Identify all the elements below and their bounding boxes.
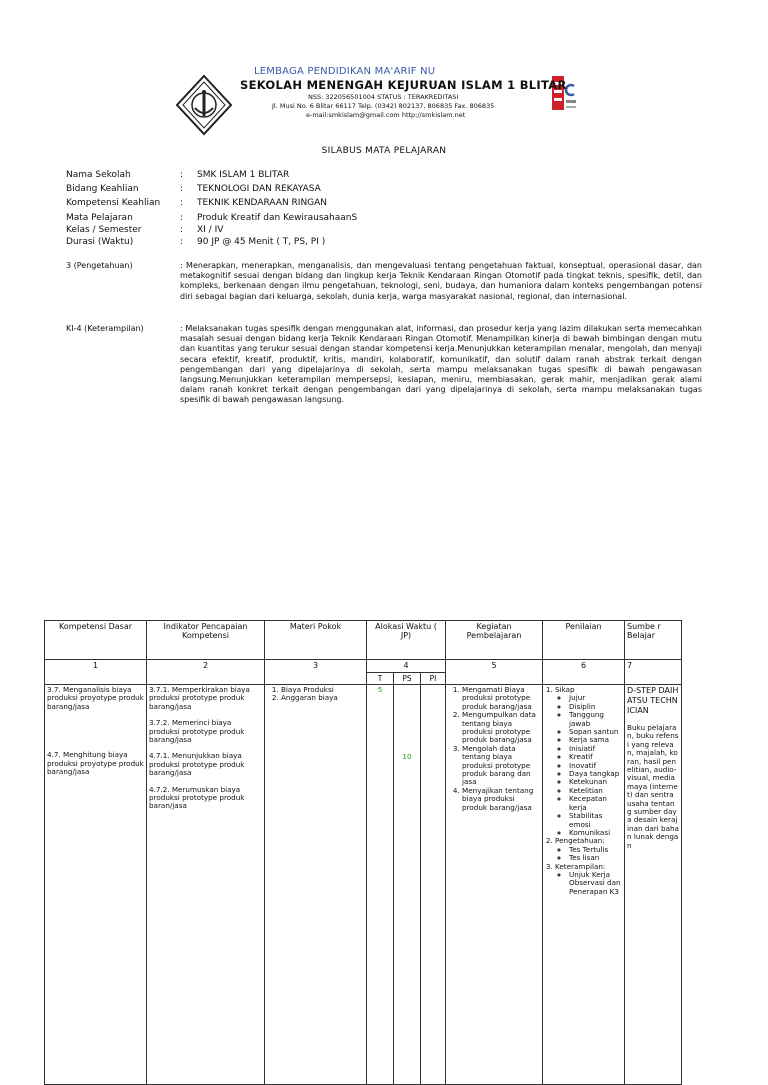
school-nss: NSS: 322056501004 STATUS : TERAKREDITASI [308,93,459,101]
header-indikator: Indikator Pencapaian Kompetensi [147,621,265,660]
header-kegiatan: Kegiatan Pembelajaran [446,621,543,660]
table-number-row: 1 2 3 4 5 6 7 [45,660,682,673]
alokasi-ps-cell: 10 [394,685,421,1085]
document-title: SILABUS MATA PELAJARAN [321,146,447,156]
org-name: LEMBAGA PENDIDIKAN MA'ARIF NU [254,66,436,77]
ki3-block [66,261,702,321]
school-logo [173,74,235,140]
school-contact: e-mail:smkislam@gmail.com http://smkislam.net [306,111,466,119]
materi-cell: 1. Biaya Produksi 2. Anggaran biaya [265,685,367,1085]
header-kompetensi-dasar: Kompetensi Dasar [45,621,147,660]
penilaian-cell: 1. Sikap ◦ Jujur ◦ Disiplin ◦ Tanggung jawab ◦ Sopan santun ◦ Kerja sama ◦ Inisiatif ◦ Kreatif ◦ Inovatif ◦ Daya tangkap ◦ Ketekunan ◦ Ketelitian ◦ Kecepatan kerja ◦ Stabilitas emosi ◦ Komunikasi 2. Pengetahuan: ◦ Tes Tertulis ◦ Tes lisan 3. Keterampilan: ◦ Unjuk Kerja Observasi dan Penerapan K3 [543,685,625,1085]
header-materi: Materi Pokok [265,621,367,660]
syllabus-table [44,620,682,1085]
ipk-cell: 3.7.1. Memperkirakan biaya produksi prototype produk barang/jasa 3.7.2. Memerinci biaya produksi prototype produk barang/jasa 4.7.1. Menunjukkan biaya produksi prototype produk barang/jasa 4.7.2. Merumuskan biaya produksi prototype produk baran/jasa [147,685,265,1085]
kegiatan-cell: 1. Mengamati Biaya produksi prototype produk barang/jasa 2. Mengumpulkan data tentang biaya produksi prototype produk barang/jasa 3. Mengolah data tentang biaya produksi prototype produk barang dan jasa 4. Menyajikan tentang biaya produksi produk barang/jasa [446,685,543,1085]
ki4-text: : Melaksanakan tugas spesifik dengan menggunakan alat, informasi, dan prosedur kerja yang lazim dilakukan serta memecahkan masalah sesuai dengan bidang kerja Teknik Kendaraan Ringan Otomotif. Menampilkan kinerja di bawah bimbingan dengan mutu dan kuantitas yang terukur sesuai dengan standar kompetensi kerja.Menunjukkan keterampilan menalar, mengolah, dan menyaji secara efektif, kreatif, produktif, kritis, mandiri, kolaboratif, komunikatif, dan solutif dalam ranah abstrak terkait dengan pengembangan dari yang dipelajarinya di sekolah, serta mampu melaksanakan tugas spesifik di bawah pengawasan langsung.Menunjukkan keterampilan mempersepsi, kesiapan, meniru, membiasakan, gerak mahir, menjadikan gerak alami dalam ranah konkret terkait dengan pengembangan dari yang dipelajarinya di sekolah, serta mampu melaksanakan tugas spesifik di bawah pengawasan langsung. [180,324,702,405]
header-alokasi: Alokasi Waktu ( JP) [367,621,446,660]
ki4-block [66,324,702,434]
table-row [45,685,682,1085]
school-address: Jl. Musi No. 6 Blitar 66117 Telp. (0342) 802137, 806835 Fax. 806835 [272,102,495,110]
header-sumber: Sumbe r Belajar [625,621,682,660]
ki3-label: 3 (Pengetahuan) [66,261,133,270]
ki4-label: KI-4 (Keterampilan) [66,324,144,333]
table-sub-row: T PS PI [45,673,682,685]
alokasi-pi-cell [421,685,446,1085]
ki3-text: : Menerapkan, menerapkan, menganalisis, dan mengevaluasi tentang pengetahuan faktual, konseptual, operasional dasar, dan metakognitif sesuai dengan bidang dan lingkup kerja Teknik Kendaraan Ringan Otomotif pada tingkat teknis, spesifik, detil, dan kompleks, berkenaan dengan ilmu pengetahuan, teknologi, seni, budaya, dan humaniora dalam konteks pengembangan potensi diri sebagai bagian dari keluarga, sekolah, dunia kerja, warga masyarakat nasional, regional, dan internasional. [180,261,702,301]
sumber-cell: D-STEP DAIHATSU TECHNICIAN Buku pelajaran, buku refensi yang relevan, majalah, koran, hasil penelitian, audio-visual, media maya (internet) dan sentra usaha tentang sumber daya desain kerajinan dari bahan lunak dengan [625,685,682,1085]
kd-cell: 3.7. Menganalisis biaya produksi proyotype produk barang/jasa 4.7. Menghitung biaya produksi proyotype produk barang/jasa [45,685,147,1085]
header-penilaian: Penilaian [543,621,625,660]
alokasi-t-cell: 5 [367,685,394,1085]
school-name: SEKOLAH MENENGAH KEJURUAN ISLAM 1 BLITAR [240,78,567,92]
